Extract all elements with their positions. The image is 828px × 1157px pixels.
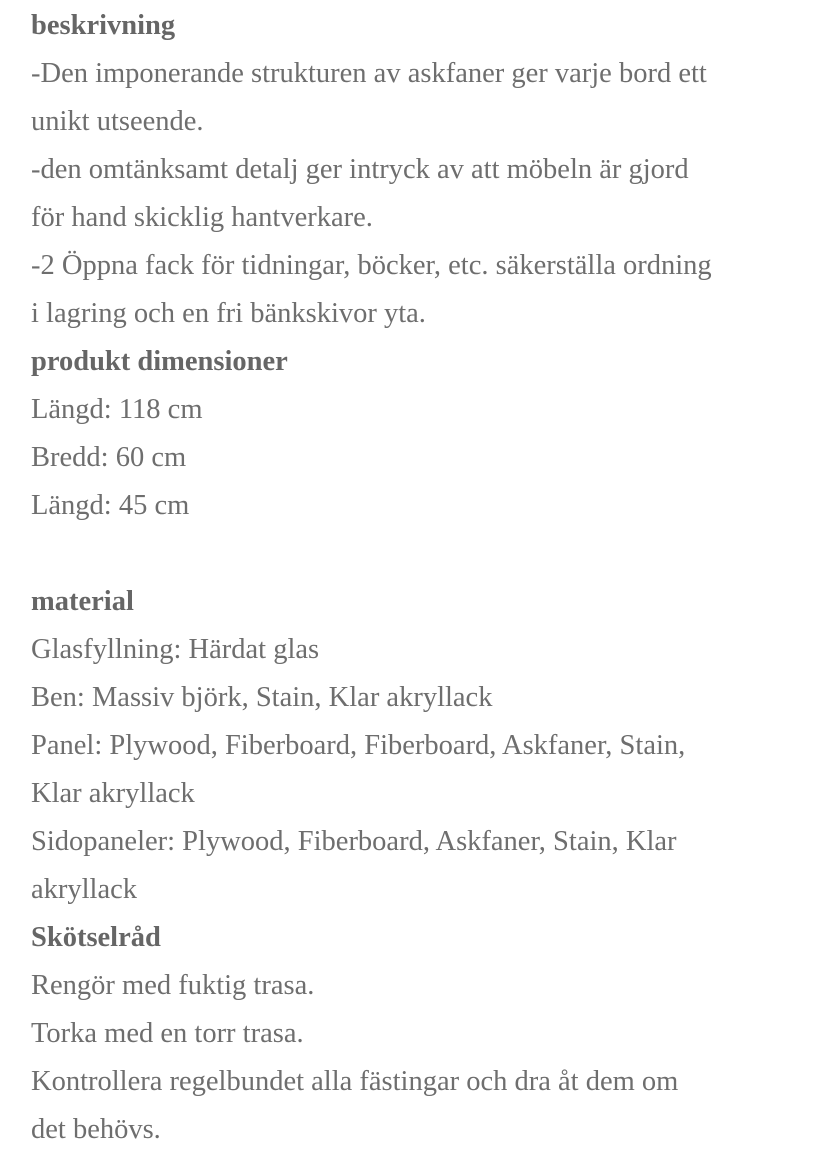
product-description-document — [31, 2, 821, 1154]
description-line: -Den imponerande strukturen av askfaner ger varje bord ett — [31, 58, 707, 89]
material-line: Sidopaneler: Plywood, Fiberboard, Askfaner, Stain, Klar — [31, 826, 677, 857]
dimensions-section — [31, 338, 821, 530]
material-section — [31, 578, 821, 914]
care-heading: Skötselråd — [31, 922, 161, 953]
description-line: i lagring och en fri bänkskivor yta. — [31, 298, 426, 329]
care-line: Rengör med fuktig trasa. — [31, 970, 315, 1001]
care-line: Torka med en torr trasa. — [31, 1018, 304, 1049]
description-line: unikt utseende. — [31, 106, 204, 137]
description-line: för hand skicklig hantverkare. — [31, 202, 373, 233]
material-line: Klar akryllack — [31, 778, 195, 809]
dimension-length: Längd: 118 cm — [31, 394, 203, 425]
description-line: -2 Öppna fack för tidningar, böcker, etc. säkerställa ordning — [31, 250, 712, 281]
material-line: akryllack — [31, 874, 138, 905]
material-line: Glasfyllning: Härdat glas — [31, 634, 320, 665]
section-spacer — [31, 530, 821, 578]
material-line: Panel: Plywood, Fiberboard, Fiberboard, Askfaner, Stain, — [31, 730, 686, 761]
description-line: -den omtänksamt detalj ger intryck av att möbeln är gjord — [31, 154, 689, 185]
care-line: det behövs. — [31, 1114, 161, 1145]
dimension-height: Längd: 45 cm — [31, 490, 190, 521]
description-heading: beskrivning — [31, 10, 176, 41]
care-line: Kontrollera regelbundet alla fästingar och dra åt dem om — [31, 1066, 679, 1097]
material-heading: material — [31, 586, 134, 617]
dimension-width: Bredd: 60 cm — [31, 442, 187, 473]
care-section — [31, 914, 821, 1154]
dimensions-heading: produkt dimensioner — [31, 346, 288, 377]
material-line: Ben: Massiv björk, Stain, Klar akryllack — [31, 682, 493, 713]
description-section — [31, 2, 821, 338]
